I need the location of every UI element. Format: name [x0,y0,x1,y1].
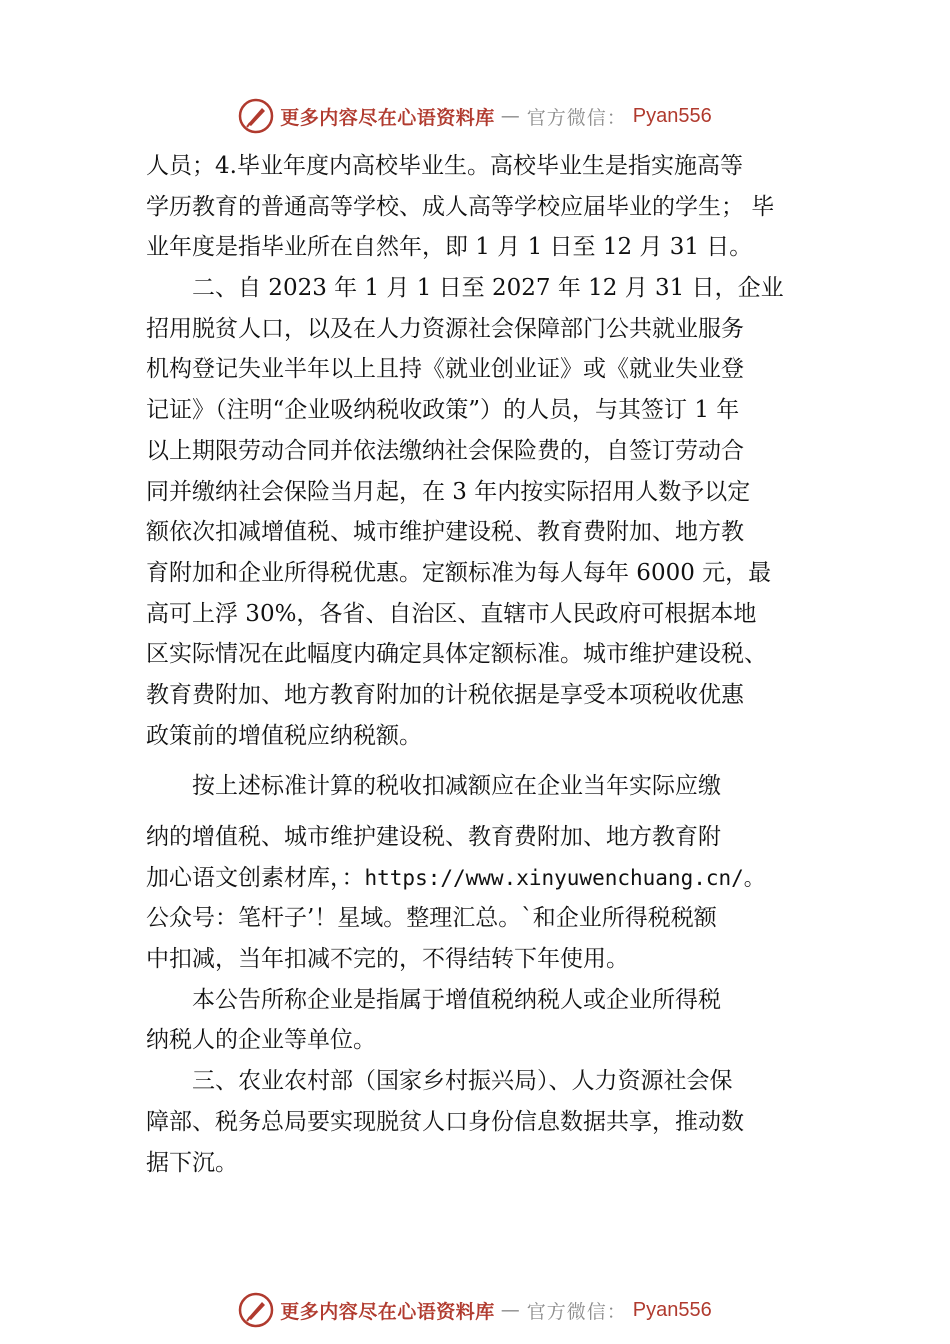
inserted-ad-text: 加心语文创素材库，： [146,864,365,891]
body-line: 纳的增值税、城市维护建设税、教育费附加、地方教育附 [146,824,721,850]
body-line: 以上期限劳动合同并依法缴纳社会保险费的，自签订劳动合 [146,437,744,464]
feather-pen-logo-icon [238,1292,274,1328]
feather-pen-logo-icon [238,98,274,134]
body-line: 额依次扣减增值税、城市维护建设税、教育费附加、地方教 [146,519,744,546]
document-body [146,146,814,1183]
body-line: 学历教育的普通高等学校、成人高等学校应届毕业的学生； 毕 [146,193,775,220]
body-line: 机构登记失业半年以上且持《就业创业证》或《就业失业登 [146,356,744,383]
body-line: 区实际情况在此幅度内确定具体定额标准。城市维护建设税、 [146,641,767,668]
paragraph-definition-start: 本公告所称企业是指属于增值税纳税人或企业所得税 [192,986,721,1013]
watermark-id: Pyan556 [632,104,712,127]
body-line: 教育费附加、地方教育附加的计税依据是享受本项税收优惠 [146,681,744,708]
paragraph-three-start: 三、农业农村部（国家乡村振兴局）、人力资源社会保 [192,1068,733,1095]
body-line: 育附加和企业所得税优惠。定额标准为每人每年 6000 元，最 [146,559,772,586]
footer-watermark [0,1290,950,1330]
watermark-dash: — [500,1299,521,1321]
paragraph-two-start: 二、自 2023 年 1 月 1 日至 2027 年 12 月 31 日，企业 [192,275,784,302]
body-line: 高可上浮 30%，各省、自治区、直辖市人民政府可根据本地 [146,600,757,627]
watermark-label: 官方微信： [526,1300,627,1323]
body-line: 业年度是指毕业所在自然年，即 1 月 1 日至 12 月 31 日。 [146,234,753,261]
body-line: 记证》（注明“企业吸纳税收政策”）的人员，与其签订 1 年 [146,397,740,424]
watermark-dash: — [500,105,521,127]
body-line: 同并缴纳社会保险当月起，在 3 年内按实际招用人数予以定 [146,478,751,505]
body-line: 人员；4.毕业年度内高校毕业生。高校毕业生是指实施高等 [146,153,743,179]
watermark-id: Pyan556 [632,1298,712,1321]
header-watermark [0,96,950,136]
body-line: 政策前的增值税应纳税额。 [146,722,422,749]
body-line: 据下沉。 [146,1149,238,1176]
paragraph-deduction-start: 按上述标准计算的税收扣减额应在企业当年实际应缴 [192,773,721,800]
body-line: 障部、税务总局要实现脱贫人口身份信息数据共享，推动数 [146,1108,744,1135]
body-line: 招用脱贫人口，以及在人力资源社会保障部门公共就业服务 [146,315,744,342]
body-line: 中扣减，当年扣减不完的，不得结转下年使用。 [146,946,629,973]
body-line: 纳税人的企业等单位。 [146,1027,376,1054]
watermark-label: 官方微信： [526,106,627,129]
body-line [146,858,814,899]
body-line: 公众号：笔杆子’！星域。整理汇总。`和企业所得税税额 [146,905,717,932]
watermark-brand: 更多内容尽在心语资料库 [280,106,495,129]
inserted-ad-url: https://www.xinyuwenchuang.cn/。 [364,865,765,890]
watermark-brand: 更多内容尽在心语资料库 [280,1300,495,1323]
